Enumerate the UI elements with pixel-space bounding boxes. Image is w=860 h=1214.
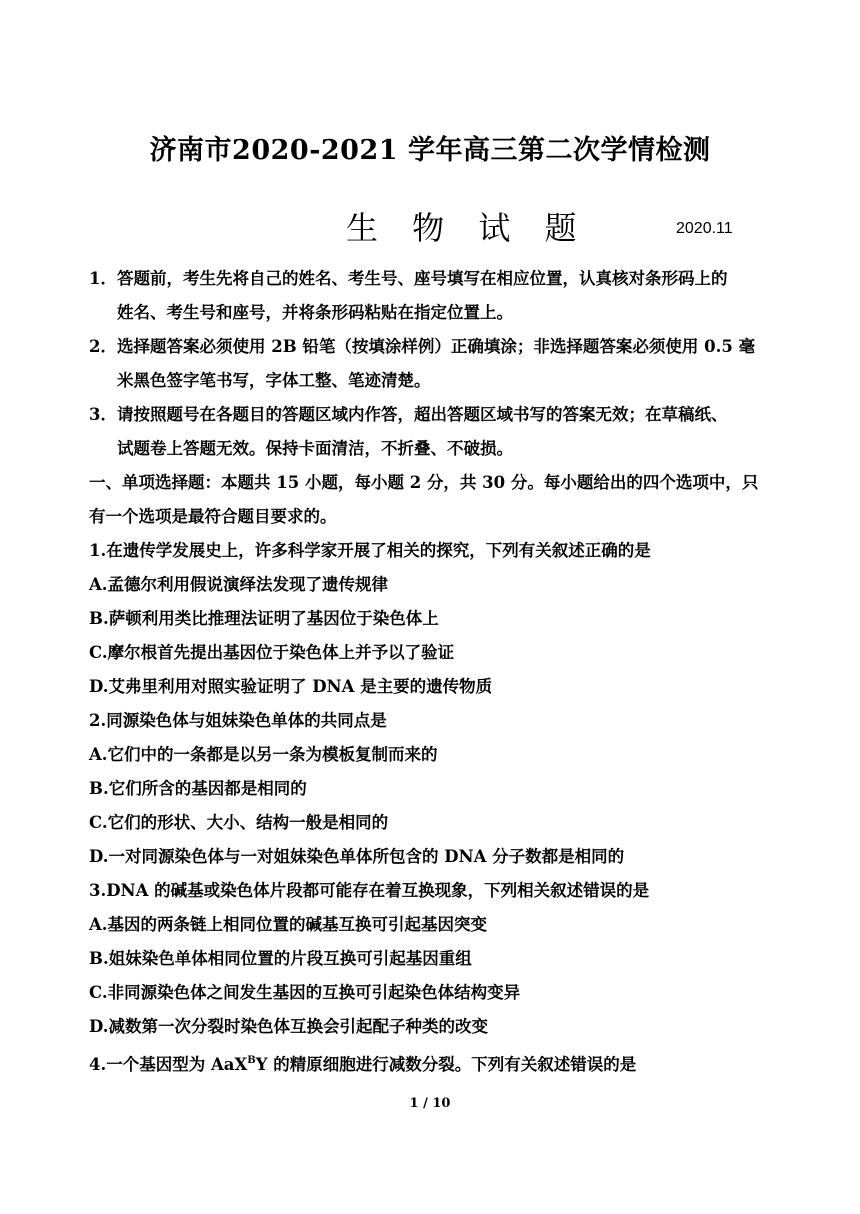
question-1-stem: 1.在遗传学发展史上，许多科学家开展了相关的探究，下列有关叙述正确的是 (89, 541, 651, 560)
instruction-2-cont: 米黑色签字笔书写，字体工整、笔迹清楚。 (117, 371, 431, 390)
exam-title: 济南市2020-2021 学年高三第二次学情检测 (149, 135, 711, 166)
section-heading-cont: 有一个选项是最符合题目要求的。 (89, 507, 337, 526)
question-1-option-b: B.萨顿利用类比推理法证明了基因位于染色体上 (89, 609, 439, 628)
question-3-option-b: B.姐妹染色单体相同位置的片段互换可引起基因重组 (89, 949, 472, 968)
question-3-option-c: C.非同源染色体之间发生基因的互换可引起染色体结构变异 (89, 983, 521, 1002)
exam-date: 2020.11 (676, 220, 733, 237)
question-3-option-a: A.基因的两条链上相同位置的碱基互换可引起基因突变 (89, 915, 488, 934)
question-2-option-b: B.它们所含的基因都是相同的 (89, 779, 307, 798)
question-3-stem: 3.DNA 的碱基或染色体片段都可能存在着互换现象，下列相关叙述错误的是 (89, 881, 650, 900)
instruction-3-cont: 试题卷上答题无效。保持卡面清洁，不折叠、不破损。 (117, 439, 513, 458)
page-number: 1 / 10 (409, 1096, 451, 1111)
question-2-option-d: D.一对同源染色体与一对姐妹染色单体所包含的 DNA 分子数都是相同的 (89, 847, 625, 866)
question-1-option-d: D.艾弗里利用对照实验证明了 DNA 是主要的遗传物质 (89, 677, 493, 696)
subject-title: 生 物 试 题 (346, 209, 589, 247)
question-2-option-a: A.它们中的一条都是以另一条为模板复制而来的 (89, 745, 438, 764)
question-2-option-c: C.它们的形状、大小、结构一般是相同的 (89, 813, 389, 832)
question-4-stem: 4.一个基因型为 AaX$^B$Y 的精原细胞进行减数分裂。下列有关叙述错误的是 (89, 1055, 637, 1074)
question-1-option-a: A.孟德尔利用假说演绎法发现了遗传规律 (89, 575, 389, 594)
instruction-3: 3．请按照题号在各题目的答题区域内作答，超出答题区域书写的答案无效；在草稿纸、 (89, 405, 728, 424)
instruction-2: 2．选择题答案必须使用 2B 铅笔（按填涂样例）正确填涂；非选择题答案必须使用 0.5 毫 (89, 337, 756, 356)
question-1-option-c: C.摩尔根首先提出基因位于染色体上并予以了验证 (89, 643, 455, 662)
instruction-1-cont: 姓名、考生号和座号，并将条形码粘贴在指定位置上。 (117, 303, 513, 322)
question-3-option-d: D.减数第一次分裂时染色体互换会引起配子种类的改变 (89, 1017, 488, 1036)
section-heading: 一、单项选择题：本题共 15 小题，每小题 2 分，共 30 分。每小题给出的四个选项中，只 (89, 473, 759, 492)
instruction-1: 1．答题前，考生先将自己的姓名、考生号、座号填写在相应位置，认真核对条形码上的 (89, 269, 728, 288)
question-2-stem: 2.同源染色体与姐妹染色单体的共同点是 (89, 711, 387, 730)
